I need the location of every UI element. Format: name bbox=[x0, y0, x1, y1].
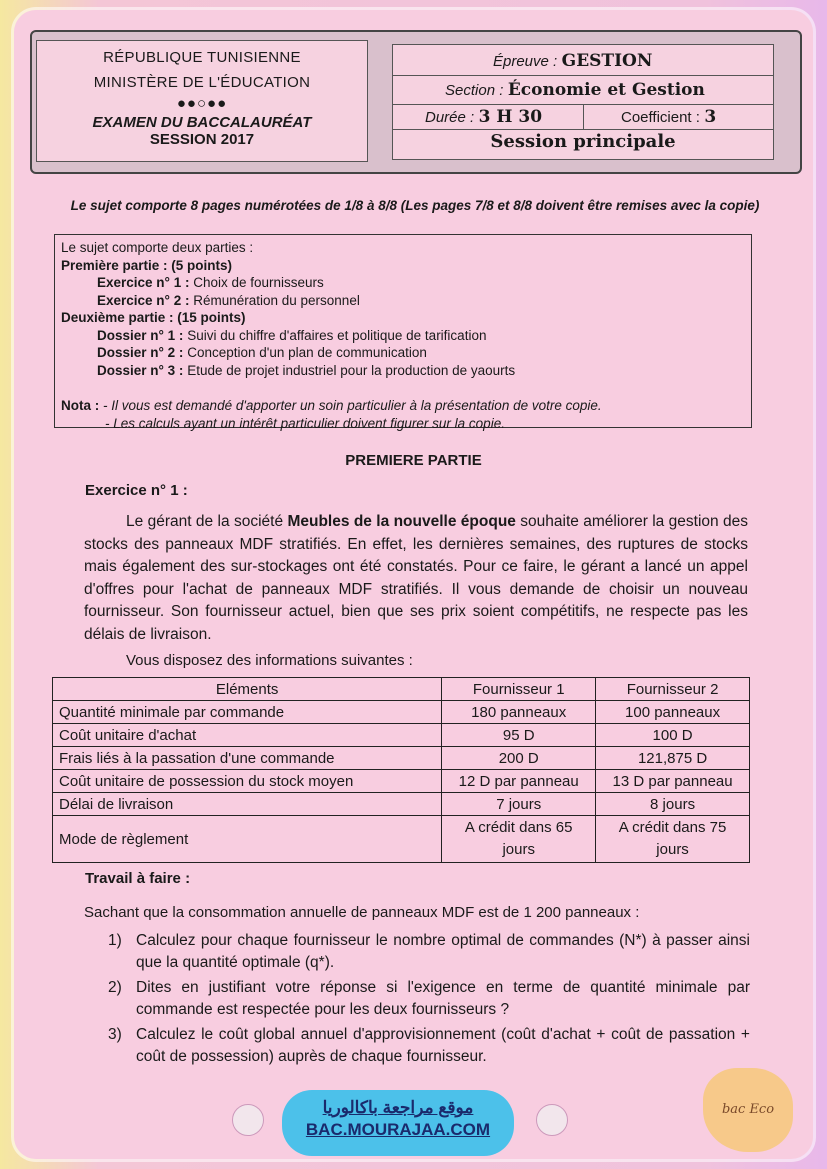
table-row bbox=[53, 701, 750, 724]
part-title: PREMIERE PARTIE bbox=[345, 452, 482, 469]
table-row bbox=[53, 724, 750, 747]
exercise-paragraph bbox=[84, 511, 748, 646]
summary-box bbox=[54, 234, 752, 431]
table-row bbox=[53, 793, 750, 816]
question-text: Calculez le coût global annuel d'approvisionnement (coût d'achat + coût de passation + coût de possession) auprès de chaque fournisseur. bbox=[136, 1026, 750, 1065]
question-number: 2) bbox=[108, 979, 122, 996]
question-item bbox=[108, 1024, 750, 1068]
epreuve-value: GESTION bbox=[561, 51, 653, 71]
site-logo-icon bbox=[536, 1104, 568, 1136]
table-cell: 95 D bbox=[442, 724, 596, 747]
table-header: Eléments bbox=[53, 678, 442, 701]
ex1-text: Choix de fournisseurs bbox=[193, 275, 324, 290]
question-text: Calculez pour chaque fournisseur le nombre optimal de commandes (N*) à passer ainsi que la quantité optimale (q*). bbox=[136, 932, 750, 971]
d2-text: Conception d'un plan de communication bbox=[187, 345, 427, 360]
paragraph-after: souhaite améliorer la gestion des stocks des panneaux MDF stratifiés. En effet, les dernières semaines, des ruptures de stocks mais également des sur-stockages ont été constatés. Pour ce faire, le gérant a lancé un appel d'offres pour l'achat de panneaux MDF stratifiés. Il vous demande de choisir un nouveau fournisseur. Son fournisseur actuel, bien que ses prix soient compétitifs, ne respecte pas les délais de livraison. bbox=[84, 513, 748, 643]
d3-label: Dossier n° 3 : bbox=[97, 362, 184, 378]
question-number: 3) bbox=[108, 1026, 122, 1043]
nota-line-2: - Les calculs ayant un intérêt particulier doivent figurer sur la copie. bbox=[105, 415, 505, 431]
company-name: Meubles de la nouvelle époque bbox=[287, 513, 516, 530]
bac-eco-badge: bac Eco bbox=[703, 1068, 793, 1152]
header-info-box bbox=[392, 44, 774, 160]
d2-label: Dossier n° 2 : bbox=[97, 345, 184, 360]
work-title: Travail à faire : bbox=[85, 870, 191, 887]
nota-label: Nota : bbox=[61, 398, 100, 413]
footer-url-link[interactable]: BAC.MOURAJAA.COM bbox=[305, 1120, 491, 1139]
table-cell: 100 D bbox=[596, 724, 750, 747]
table-row bbox=[53, 770, 750, 793]
table-cell: 121,875 D bbox=[596, 747, 750, 770]
part2-title: Deuxième partie : (15 points) bbox=[61, 310, 246, 325]
coef-value: 3 bbox=[704, 107, 717, 127]
d1-text: Suivi du chiffre d'affaires et politique de tarification bbox=[187, 327, 487, 343]
ex2-label: Exercice n° 2 : bbox=[97, 292, 190, 308]
country-name: RÉPUBLIQUE TUNISIENNE bbox=[103, 49, 301, 66]
dots-ornament: ●●○●● bbox=[176, 95, 228, 112]
table-cell: 8 jours bbox=[596, 793, 750, 816]
table-cell: 100 panneaux bbox=[596, 701, 750, 724]
table-cell: 7 jours bbox=[442, 793, 596, 816]
intro-text: Le sujet comporte 8 pages numérotées de 1/8 à 8/8 (Les pages 7/8 et 8/8 doivent être remises avec la copie) bbox=[70, 198, 760, 213]
session-year: SESSION 2017 bbox=[149, 131, 255, 148]
table-row bbox=[53, 747, 750, 770]
duree-value: 3 H 30 bbox=[478, 107, 543, 127]
d3-text: Etude de projet industriel pour la production de yaourts bbox=[187, 362, 516, 378]
ministry-name: MINISTÈRE DE L'ÉDUCATION bbox=[93, 74, 311, 91]
table-cell: Coût unitaire de possession du stock moyen bbox=[53, 770, 442, 793]
table-cell: A crédit dans 75 jours bbox=[596, 816, 750, 863]
duree-row bbox=[393, 104, 773, 130]
nota-line-1: - Il vous est demandé d'apporter un soin particulier à la présentation de votre copie. bbox=[103, 398, 602, 413]
table-header: Fournisseur 2 bbox=[596, 678, 750, 701]
part1-title: Première partie : (5 points) bbox=[61, 257, 233, 273]
question-number: 1) bbox=[108, 932, 122, 949]
table-cell: A crédit dans 65 jours bbox=[442, 816, 596, 863]
exercise-title: Exercice n° 1 : bbox=[85, 482, 188, 499]
table-cell: Quantité minimale par commande bbox=[53, 701, 442, 724]
table-cell: Frais liés à la passation d'une commande bbox=[53, 747, 442, 770]
table-cell: 180 panneaux bbox=[442, 701, 596, 724]
paragraph-before: Le gérant de la société bbox=[126, 513, 288, 530]
supplier-table bbox=[52, 677, 750, 863]
section-value: Économie et Gestion bbox=[507, 80, 705, 100]
table-header-row bbox=[53, 678, 750, 701]
footer-banner[interactable] bbox=[282, 1090, 514, 1156]
session-type: Session principale bbox=[490, 131, 676, 152]
footer-arabic-link[interactable]: موقع مراجعة باكالوريا bbox=[322, 1098, 474, 1117]
table-cell: 13 D par panneau bbox=[596, 770, 750, 793]
epreuve-row bbox=[393, 45, 773, 76]
coef-label: Coefficient : bbox=[621, 109, 700, 126]
table-header: Fournisseur 1 bbox=[442, 678, 596, 701]
table-cell: Délai de livraison bbox=[53, 793, 442, 816]
d1-label: Dossier n° 1 : bbox=[97, 327, 184, 343]
ex2-text: Rémunération du personnel bbox=[193, 292, 360, 308]
ex1-label: Exercice n° 1 : bbox=[97, 275, 190, 290]
table-cell: Mode de règlement bbox=[53, 816, 442, 863]
table-cell: Coût unitaire d'achat bbox=[53, 724, 442, 747]
table-cell: 12 D par panneau bbox=[442, 770, 596, 793]
table-row bbox=[53, 816, 750, 863]
section-row bbox=[393, 75, 773, 105]
question-item bbox=[108, 930, 750, 974]
question-text: Dites en justifiant votre réponse si l'exigence en terme de quantité minimale par commande est respectée pour les deux fournisseurs ? bbox=[136, 979, 750, 1018]
work-intro: Sachant que la consommation annuelle de panneaux MDF est de 1 200 panneaux : bbox=[84, 904, 640, 921]
section-label: Section : bbox=[445, 82, 504, 99]
info-intro: Vous disposez des informations suivantes : bbox=[126, 652, 413, 669]
site-logo-icon bbox=[232, 1104, 264, 1136]
epreuve-label: Épreuve : bbox=[493, 53, 558, 70]
duree-label: Durée : bbox=[425, 109, 475, 126]
question-list bbox=[108, 930, 750, 1071]
question-item bbox=[108, 977, 750, 1021]
exam-title: EXAMEN DU BACCALAURÉAT bbox=[92, 114, 312, 131]
table-cell: 200 D bbox=[442, 747, 596, 770]
header-ministry-box bbox=[36, 40, 368, 162]
summary-line: Le sujet comporte deux parties : bbox=[61, 240, 254, 255]
